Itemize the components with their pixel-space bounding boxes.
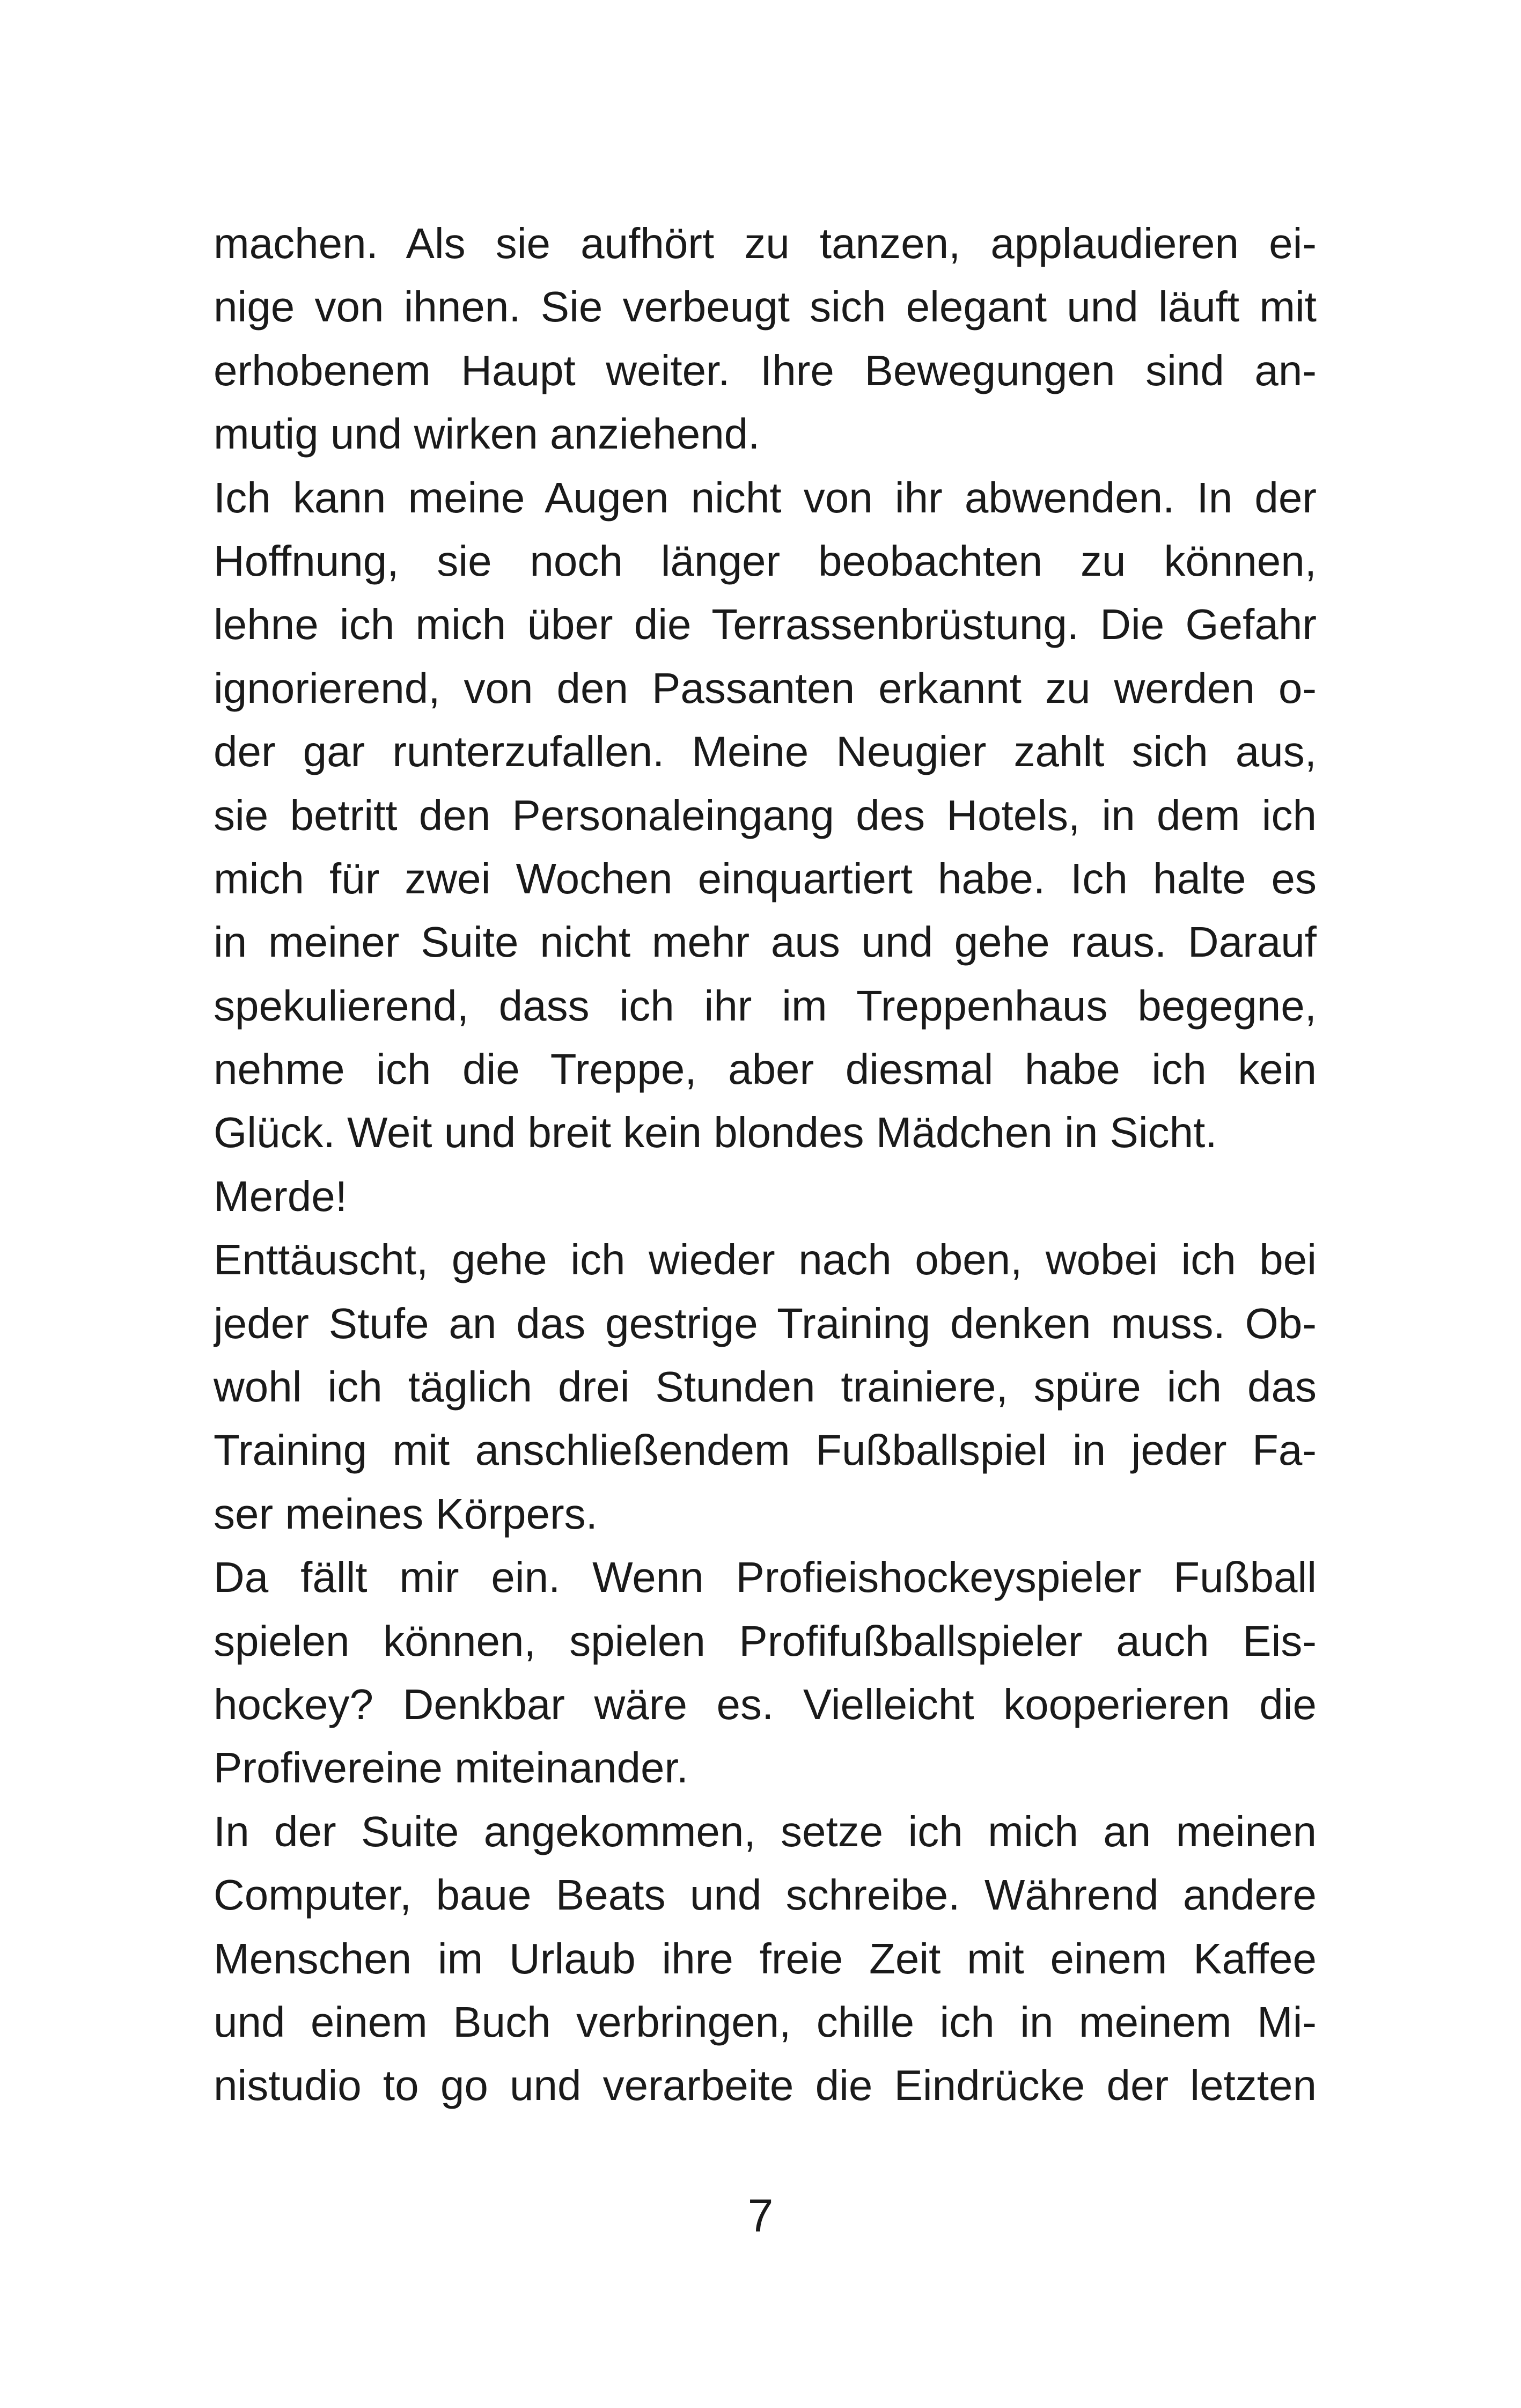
text-line: wohl ich täglich drei Stunden trainiere, spüre ich das xyxy=(214,1363,1317,1411)
text-line: Profivereine miteinander. xyxy=(214,1744,688,1792)
text-line: In der Suite angekommen, setze ich mich an meinen xyxy=(214,1807,1317,1855)
body-text xyxy=(214,212,1317,2118)
text-line: ignorierend, von den Passanten erkannt zu werden o- xyxy=(214,664,1317,712)
text-line: Menschen im Urlaub ihre freie Zeit mit einem Kaffee xyxy=(214,1934,1317,1983)
text-line: Da fällt mir ein. Wenn Profieishockeyspieler Fußball xyxy=(214,1553,1317,1602)
text-line: Ich kann meine Augen nicht von ihr abwenden. In der xyxy=(214,473,1317,522)
text-line: Merde! xyxy=(214,1172,347,1220)
text-line: mutig und wirken anziehend. xyxy=(214,410,760,458)
text-line: der gar runterzufallen. Meine Neugier zahlt sich aus, xyxy=(214,728,1317,776)
text-line: nistudio to go und verarbeite die Eindrücke der letzten xyxy=(214,2061,1317,2110)
text-line: machen. Als sie aufhört zu tanzen, applaudieren ei- xyxy=(214,219,1317,267)
text-line: und einem Buch verbringen, chille ich in meinem Mi- xyxy=(214,1998,1317,2046)
text-line: nige von ihnen. Sie verbeugt sich elegant und läuft mit xyxy=(214,283,1317,331)
text-line: spielen können, spielen Profifußballspieler auch Eis- xyxy=(214,1617,1317,1665)
text-line: Hoffnung, sie noch länger beobachten zu können, xyxy=(214,537,1317,585)
text-line: Computer, baue Beats und schreibe. Während andere xyxy=(214,1871,1317,1919)
text-line: nehme ich die Treppe, aber diesmal habe ich kein xyxy=(214,1045,1317,1093)
text-line: lehne ich mich über die Terrassenbrüstung. Die Gefahr xyxy=(214,600,1317,649)
text-line: spekulierend, dass ich ihr im Treppenhaus begegne, xyxy=(214,981,1317,1030)
text-line: Enttäuscht, gehe ich wieder nach oben, wobei ich bei xyxy=(214,1236,1317,1284)
text-line: Training mit anschließendem Fußballspiel in jeder Fa- xyxy=(214,1426,1317,1474)
text-line: sie betritt den Personaleingang des Hotels, in dem ich xyxy=(214,791,1317,839)
text-line: ser meines Körpers. xyxy=(214,1489,598,1538)
page-number: 7 xyxy=(747,2190,774,2242)
text-line: in meiner Suite nicht mehr aus und gehe raus. Darauf xyxy=(214,918,1317,966)
text-line: jeder Stufe an das gestrige Training denken muss. Ob- xyxy=(214,1299,1317,1347)
text-line: erhobenem Haupt weiter. Ihre Bewegungen sind an- xyxy=(214,346,1317,394)
text-line: hockey? Denkbar wäre es. Vielleicht kooperieren die xyxy=(214,1680,1317,1728)
text-line: mich für zwei Wochen einquartiert habe. Ich halte es xyxy=(214,854,1317,902)
text-line: Glück. Weit und breit kein blondes Mädchen in Sicht. xyxy=(214,1108,1217,1157)
